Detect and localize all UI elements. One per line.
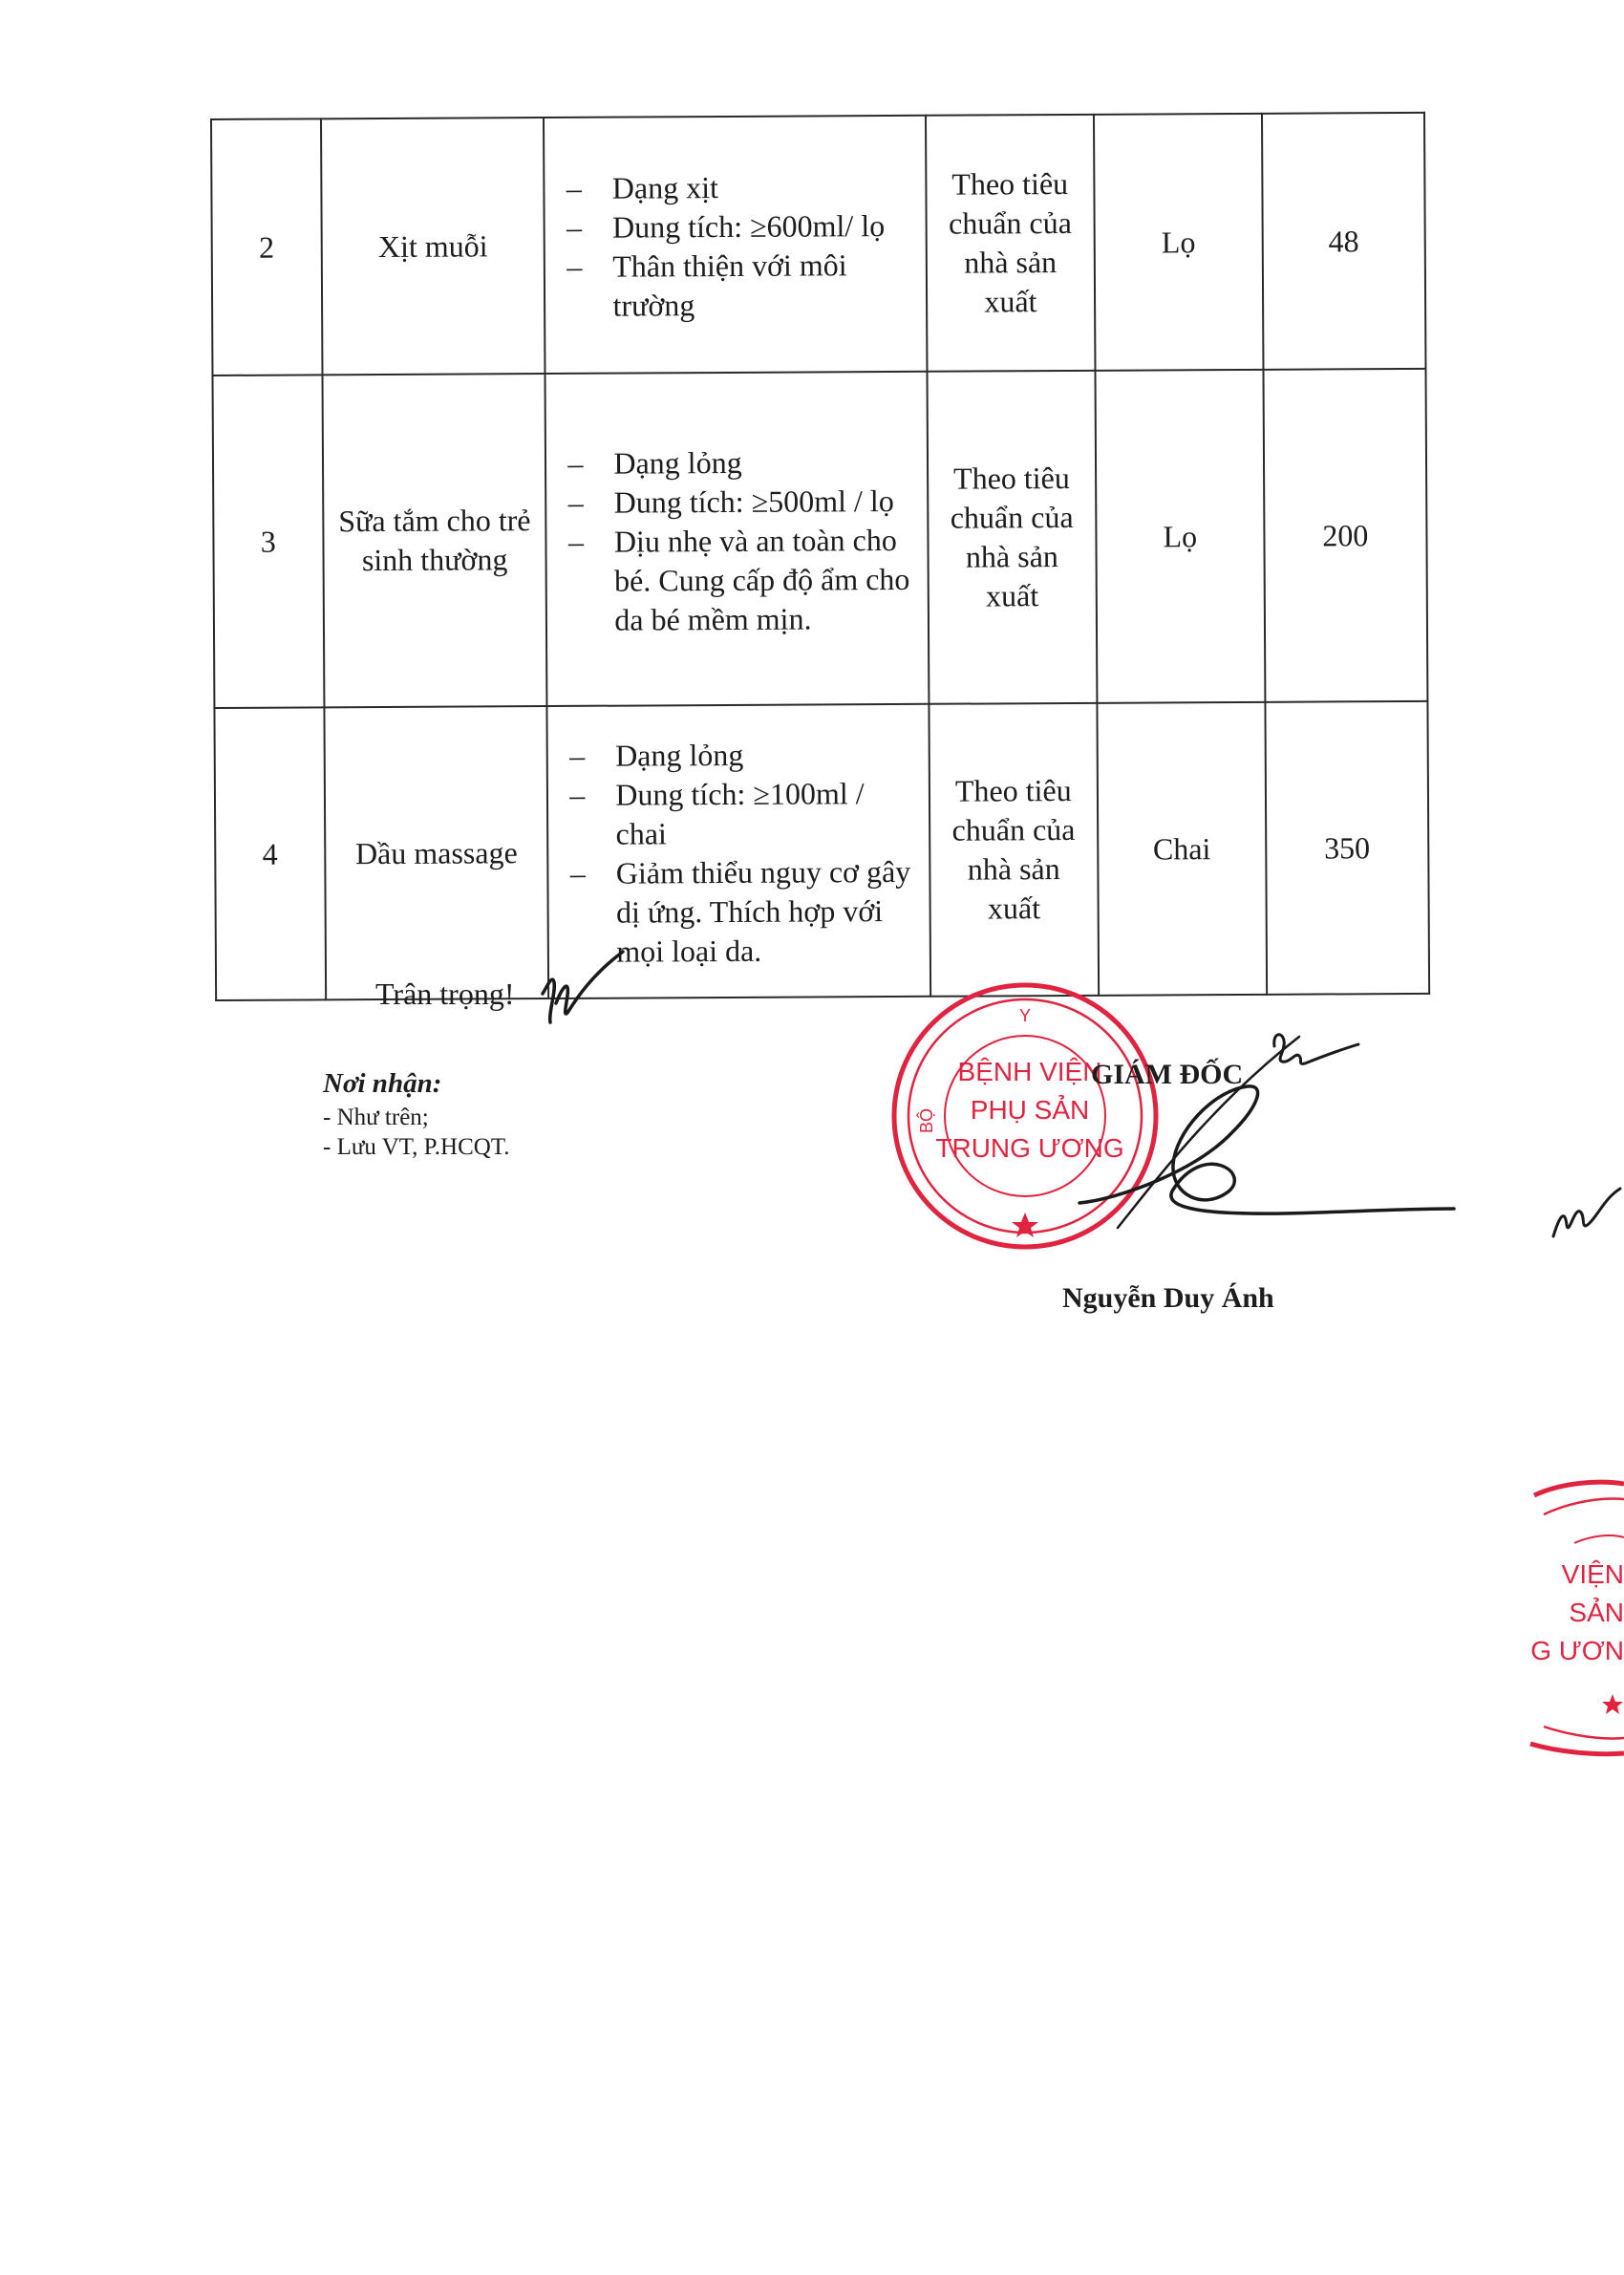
stamp-line-3: TRUNG ƯƠNG <box>935 1133 1124 1163</box>
initials-scribble <box>535 946 630 1041</box>
recipients-block <box>323 1068 510 1162</box>
recipients-title: Nơi nhận: <box>323 1068 442 1099</box>
item-quantity: 200 <box>1263 369 1427 702</box>
edge-stamp-line-3: G ƯƠN <box>1530 1636 1624 1665</box>
stamp-line-1: BỆNH VIỆN <box>957 1057 1102 1086</box>
spec-item: – Dạng xịt <box>565 167 911 208</box>
signature-title: GIÁM ĐỐC <box>1091 1059 1244 1090</box>
item-name: Dầu massage <box>324 706 548 999</box>
edge-stamp-line-2: SẢN <box>1569 1598 1624 1627</box>
item-standard: Theo tiêu chuẩn của nhà sản xuất <box>929 703 1099 997</box>
row-index: 2 <box>211 118 322 376</box>
spec-item: – Dạng lỏng <box>566 441 912 483</box>
stamp-top-letter: Y <box>1018 1006 1032 1025</box>
table-row <box>214 701 1429 1000</box>
item-unit: Chai <box>1098 702 1267 996</box>
edge-scribble <box>1548 1170 1624 1256</box>
item-standard: Theo tiêu chuẩn của nhà sản xuất <box>926 115 1096 372</box>
item-quantity: 350 <box>1265 701 1429 995</box>
item-standard: Theo tiêu chuẩn của nhà sản xuất <box>927 371 1097 704</box>
spec-item: – Dung tích: ≥100ml / chai <box>567 774 915 854</box>
director-signature <box>1060 1027 1462 1237</box>
edge-stamp-line-1: VIỆN <box>1561 1559 1624 1589</box>
table-row <box>211 113 1425 376</box>
item-name: Sữa tắm cho trẻ sinh thường <box>322 374 547 707</box>
item-table <box>210 112 1430 1001</box>
row-index: 4 <box>214 707 325 1000</box>
edge-stamp <box>1525 1476 1624 1763</box>
spec-item: – Thân thiện với môi trường <box>565 246 912 326</box>
spec-item: – Dung tích: ≥500ml / lọ <box>566 481 913 522</box>
item-specs <box>545 372 929 706</box>
spec-item: – Dịu nhẹ và an toàn cho bé. Cung cấp độ ẩm cho da bé mềm mịn. <box>566 520 914 639</box>
item-quantity: 48 <box>1262 113 1426 370</box>
spec-item: – Dung tích: ≥600ml/ lọ <box>565 206 911 247</box>
star-icon <box>1602 1694 1623 1714</box>
table-row <box>213 369 1428 708</box>
item-name: Xịt muỗi <box>321 118 545 375</box>
spec-item: – Giảm thiểu nguy cơ gây dị ứng. Thích hợp với mọi loại da. <box>568 852 916 972</box>
recipient-item: - Như trên; <box>323 1105 429 1130</box>
stamp-line-2: PHỤ SẢN <box>970 1095 1090 1125</box>
row-index: 3 <box>213 375 325 708</box>
spec-item: – Dạng lỏng <box>567 735 914 776</box>
item-unit: Lọ <box>1096 370 1266 703</box>
closing-text: Trân trọng! <box>375 977 515 1011</box>
item-unit: Lọ <box>1094 114 1263 371</box>
item-specs <box>544 116 927 374</box>
director-name: Nguyễn Duy Ánh <box>1062 1282 1274 1314</box>
recipient-item: - Lưu VT, P.HCQT. <box>323 1134 510 1160</box>
stamp-side-letters: BỘ <box>917 1107 936 1134</box>
